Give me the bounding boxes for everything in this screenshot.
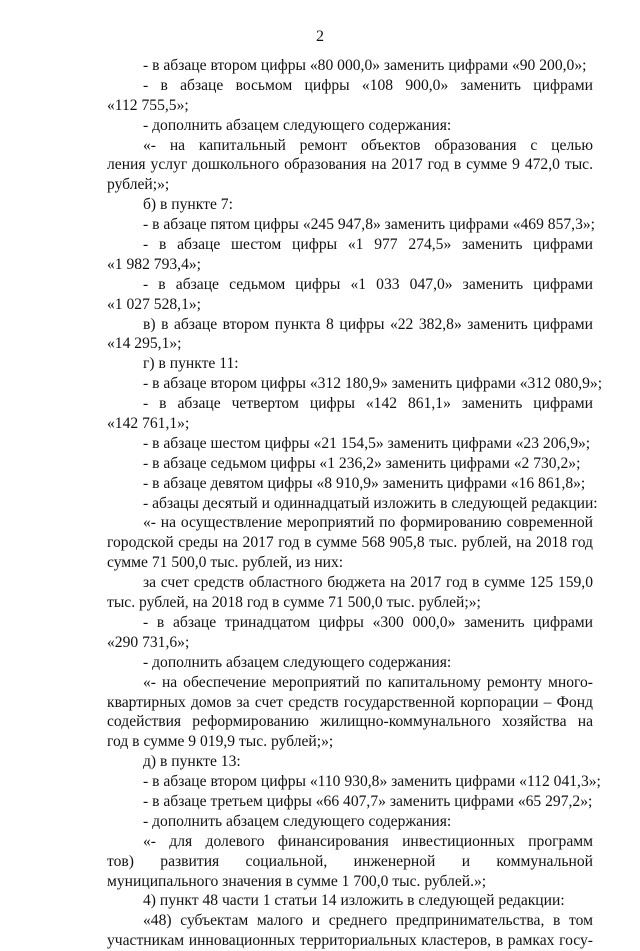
text-line: - дополнить абзацем следующего содержания: <box>143 116 452 134</box>
text-line: «- на обеспечение мероприятий по капитальному ремонту много- <box>143 673 593 691</box>
text-line: квартирных домов за счет средств государственной корпорации – Фонд <box>107 693 593 711</box>
text-line: «1 027 528,1»; <box>107 295 201 313</box>
text-line: - дополнить абзацем следующего содержания: <box>143 653 452 671</box>
text-line: - абзацы десятый и одиннадцатый изложить в следующей редакции: <box>143 494 598 512</box>
text-line: «142 761,1»; <box>107 415 190 433</box>
text-line: - в абзаце шестом цифры «1 977 274,5» заменить цифрами <box>143 236 593 254</box>
text-line: - в абзаце седьмом цифры «1 236,2» заменить цифрами «2 730,2»; <box>143 454 581 472</box>
text-line: «- для долевого финансирования инвестиционных программ <box>143 832 593 850</box>
text-line: г) в пункте 11: <box>143 355 239 373</box>
text-line: рублей;»; <box>107 176 170 194</box>
text-line: «- на осуществление мероприятий по формированию современной <box>143 514 593 532</box>
text-line: содействия реформированию жилищно-коммунального хозяйства на <box>107 713 593 731</box>
text-line: «14 295,1»; <box>107 335 182 353</box>
text-line: за счет средств областного бюджета на 2017 год в сумме 125 159,0 <box>143 574 593 592</box>
text-line: «112 755,5»; <box>107 96 189 114</box>
text-line: - в абзаце восьмом цифры «108 900,0» заменить цифрами <box>143 76 593 94</box>
text-line: д) в пункте 13: <box>143 753 241 771</box>
page-number: 2 <box>316 28 324 45</box>
text-line: ления услуг дошкольного образования на 2017 год в сумме 9 472,0 тыс. <box>107 156 593 174</box>
text-line: тов) развития социальной, инженерной и коммунальной <box>107 852 593 870</box>
text-line: - в абзаце девятом цифры «8 910,9» заменить цифрами «16 861,8»; <box>143 474 586 492</box>
text-line: тыс. рублей, на 2018 год в сумме 71 500,0 тыс. рублей;»; <box>107 594 481 612</box>
text-line: - в абзаце втором цифры «110 930,8» заменить цифрами «112 041,3»; <box>143 773 601 791</box>
text-line: - в абзаце шестом цифры «21 154,5» заменить цифрами «23 206,9»; <box>143 434 591 452</box>
text-line: сумме 71 500,0 тыс. рублей, из них: <box>107 554 344 572</box>
text-line: - в абзаце пятом цифры «245 947,8» заменить цифрами «469 857,3»; <box>143 216 595 234</box>
text-line: - в абзаце четвертом цифры «142 861,1» заменить цифрами <box>143 395 593 413</box>
text-line: - в абзаце седьмом цифры «1 033 047,0» заменить цифрами <box>143 275 593 293</box>
text-line: «- на капитальный ремонт объектов образования с целью <box>143 136 593 154</box>
text-line: «48) субъектам малого и среднего предпринимательства, в том <box>143 912 593 930</box>
text-line: в) в абзаце втором пункта 8 цифры «22 382,8» заменить цифрами <box>143 315 593 333</box>
text-line: участникам инновационных территориальных кластеров, в рамках госу- <box>107 932 593 950</box>
text-line: - дополнить абзацем следующего содержания: <box>143 812 452 830</box>
text-line: - в абзаце втором цифры «312 180,9» заменить цифрами «312 080,9»; <box>143 375 603 393</box>
text-line: 4) пункт 48 части 1 статьи 14 изложить в следующей редакции: <box>143 892 565 910</box>
text-line: - в абзаце третьем цифры «66 407,7» заменить цифрами «65 297,2»; <box>143 792 593 810</box>
text-line: «290 731,6»; <box>107 633 190 651</box>
text-line: муниципального значения в сумме 1 700,0 тыс. рублей.»; <box>107 872 487 890</box>
text-line: год в сумме 9 019,9 тыс. рублей;»; <box>107 733 334 751</box>
text-line: «1 982 793,4»; <box>107 255 201 273</box>
text-line: - в абзаце втором цифры «80 000,0» заменить цифрами «90 200,0»; <box>143 57 587 74</box>
document-body <box>107 56 603 951</box>
text-line: б) в пункте 7: <box>143 196 233 214</box>
text-line: городской среды на 2017 год в сумме 568 905,8 тыс. рублей, на 2018 год <box>107 534 593 552</box>
text-line: - в абзаце тринадцатом цифры «300 000,0» заменить цифрами <box>143 613 593 631</box>
